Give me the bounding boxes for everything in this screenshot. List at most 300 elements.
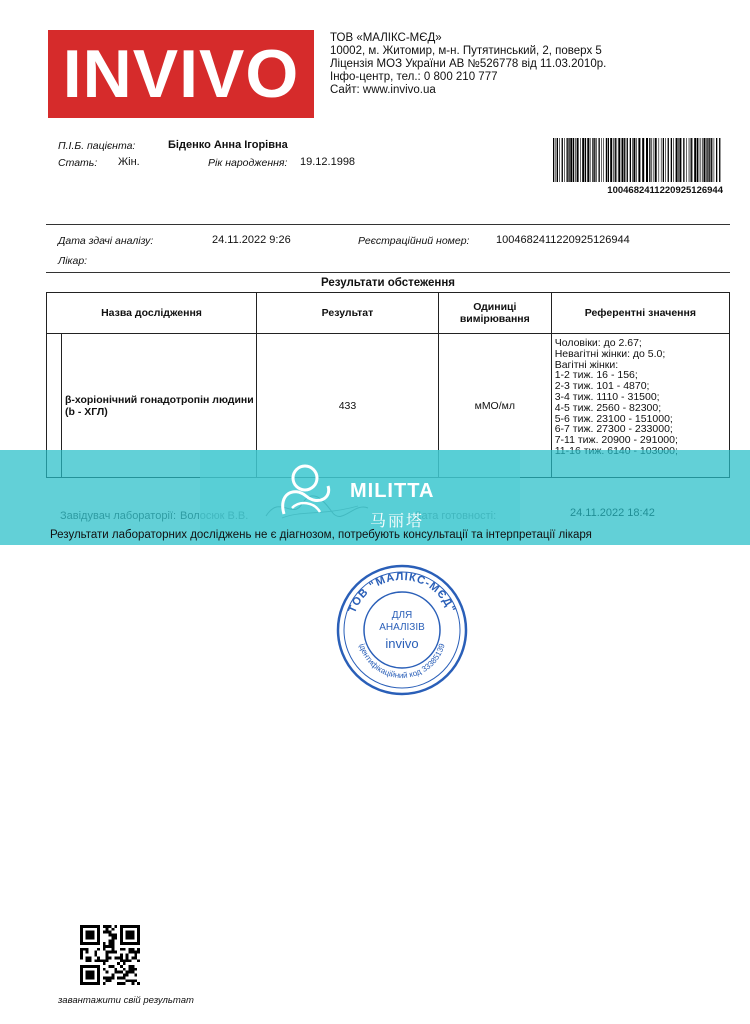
qr-module	[126, 925, 129, 928]
qr-module	[106, 979, 109, 982]
qr-module	[129, 942, 132, 945]
qr-module	[129, 951, 132, 954]
qr-module	[83, 965, 86, 968]
reference-line: 7-11 тиж. 20900 - 291000;	[554, 434, 678, 447]
qr-module	[83, 982, 86, 985]
qr-module	[86, 959, 89, 962]
barcode-bar	[575, 138, 576, 182]
qr-module	[89, 965, 92, 968]
qr-caption: завантажити свій результат	[58, 995, 194, 1006]
barcode-bar	[553, 138, 554, 182]
qr-module	[131, 925, 134, 928]
watermark-brand: MILITTA	[350, 480, 435, 502]
qr-module	[80, 971, 83, 974]
barcode-bar	[596, 138, 597, 182]
qr-module	[94, 951, 97, 954]
qr-module	[117, 962, 120, 965]
reference-line: 5-6 тиж. 23100 - 151000;	[554, 412, 673, 425]
qr-module	[106, 976, 109, 979]
barcode-bar	[706, 138, 707, 182]
barcode-bar	[557, 138, 558, 182]
barcode-bar	[665, 138, 666, 182]
qr-module	[137, 982, 140, 985]
qr-module	[111, 942, 114, 945]
qr-module	[80, 939, 83, 942]
stamp-line1: ДЛЯ	[391, 610, 413, 621]
qr-module	[123, 982, 126, 985]
barcode-bar	[676, 138, 678, 182]
barcode-bar	[603, 138, 604, 182]
qr-module	[126, 971, 129, 974]
barcode-bar	[573, 138, 574, 182]
qr-module	[97, 948, 100, 951]
qr-module	[134, 974, 137, 977]
qr-module	[89, 976, 92, 979]
barcode-bar	[562, 138, 563, 182]
qr-module	[114, 968, 117, 971]
qr-module	[137, 942, 140, 945]
qr-module	[120, 965, 123, 968]
qr-module	[109, 956, 112, 959]
qr-module	[134, 925, 137, 928]
qr-module	[86, 976, 89, 979]
qr-module	[126, 974, 129, 977]
qr-module	[80, 956, 83, 959]
qr-module	[123, 925, 126, 928]
qr-module	[137, 951, 140, 954]
qr-module	[137, 959, 140, 962]
qr-module	[80, 951, 83, 954]
qr-module	[106, 931, 109, 934]
reference-line: 1-2 тиж. 16 - 156;	[554, 369, 638, 382]
qr-module	[134, 968, 137, 971]
qr-module	[126, 979, 129, 982]
qr-module	[103, 968, 106, 971]
qr-module	[120, 959, 123, 962]
barcode-bar	[683, 138, 684, 182]
barcode-bar	[590, 138, 591, 182]
qr-module	[97, 976, 100, 979]
qr-module	[114, 951, 117, 954]
qr-module	[111, 945, 114, 948]
qr-module	[94, 965, 97, 968]
qr-module	[131, 979, 134, 982]
qr-module	[131, 936, 134, 939]
barcode-bar	[686, 138, 687, 182]
qr-module	[111, 936, 114, 939]
qr-module	[91, 934, 94, 937]
qr-module	[97, 974, 100, 977]
qr-module	[86, 942, 89, 945]
qr-module	[94, 982, 97, 985]
barcode-bar	[702, 138, 703, 182]
qr-module	[97, 925, 100, 928]
qr-module	[103, 976, 106, 979]
qr-module	[111, 939, 114, 942]
qr-module	[131, 965, 134, 968]
qr-module	[109, 925, 112, 928]
barcode-bar	[594, 138, 595, 182]
result-value: 433	[257, 334, 439, 478]
barcode-bar	[568, 138, 569, 182]
barcode-bar	[691, 138, 692, 182]
qr-module	[89, 959, 92, 962]
qr-module	[94, 954, 97, 957]
qr-module	[97, 934, 100, 937]
barcode-bar	[559, 138, 560, 182]
stamp-line3: invivo	[385, 636, 419, 651]
qr-module	[137, 934, 140, 937]
barcode-bar	[646, 138, 648, 182]
qr-module	[94, 925, 97, 928]
qr-module	[137, 928, 140, 931]
qr-module	[83, 925, 86, 928]
qr-module	[80, 979, 83, 982]
qr-module	[129, 965, 132, 968]
qr-module	[126, 954, 129, 957]
barcode-bar	[624, 138, 625, 182]
qr-module	[120, 982, 123, 985]
barcode-bar	[651, 138, 652, 182]
reference-line: 4-5 тиж. 2560 - 82300;	[554, 401, 662, 414]
test-name: β-хоріонічний гонадотропін людини (b - ХГЛ)	[65, 393, 254, 418]
barcode-bar	[592, 138, 593, 182]
column-header: Одиниці вимірювання	[438, 293, 551, 334]
divider	[46, 224, 730, 225]
barcode-bar	[582, 138, 584, 182]
qr-module	[106, 928, 109, 931]
barcode-bar	[632, 138, 633, 182]
qr-module	[134, 956, 137, 959]
qr-module	[137, 948, 140, 951]
reference-line: 2-3 тиж. 101 - 4870;	[554, 380, 650, 393]
qr-module	[129, 959, 132, 962]
reference-line: Невагітні жінки: до 5.0;	[554, 347, 666, 360]
qr-module	[109, 976, 112, 979]
barcode-bar	[678, 138, 679, 182]
divider	[46, 272, 730, 273]
qr-module	[129, 968, 132, 971]
barcode-bar	[673, 138, 674, 182]
qr-module	[97, 936, 100, 939]
qr-module	[97, 928, 100, 931]
qr-module	[131, 951, 134, 954]
qr-module	[131, 948, 134, 951]
qr-module	[103, 925, 106, 928]
barcode-bar	[556, 138, 557, 182]
qr-module	[111, 934, 114, 937]
barcode-bar	[704, 138, 706, 182]
qr-module	[91, 936, 94, 939]
qr-module	[97, 971, 100, 974]
qr-module	[106, 971, 109, 974]
barcode	[553, 138, 723, 182]
qr-module	[123, 962, 126, 965]
qr-module	[89, 942, 92, 945]
barcode-bar	[697, 138, 698, 182]
qr-module	[89, 925, 92, 928]
qr-module	[106, 945, 109, 948]
qr-module	[91, 965, 94, 968]
barcode-bar	[601, 138, 602, 182]
barcode-bar	[627, 138, 628, 182]
qr-module	[86, 982, 89, 985]
qr-module	[131, 968, 134, 971]
barcode-bar	[613, 138, 614, 182]
qr-module	[126, 959, 129, 962]
qr-module	[80, 948, 83, 951]
qr-module	[111, 951, 114, 954]
barcode-bar	[606, 138, 607, 182]
qr-module	[126, 956, 129, 959]
barcode-bar	[701, 138, 702, 182]
qr-module	[117, 982, 120, 985]
barcode-number: 1004682411220925126944	[607, 185, 723, 196]
invivo-logo: INVIVO	[48, 30, 314, 118]
qr-module	[91, 982, 94, 985]
qr-module	[89, 982, 92, 985]
barcode-bar	[679, 138, 681, 182]
qr-module	[80, 982, 83, 985]
disclaimer: Результати лабораторних досліджень не є діагнозом, потребують консультації та інтерпретації лікаря	[50, 529, 592, 541]
qr-module	[86, 956, 89, 959]
reference-line: Вагітні жінки:	[554, 358, 619, 371]
company-line: 10002, м. Житомир, м-н. Путятинський, 2, поверх 5	[330, 45, 602, 57]
qr-module	[126, 936, 129, 939]
qr-module	[91, 976, 94, 979]
qr-module	[123, 968, 126, 971]
qr-module	[129, 925, 132, 928]
qr-module	[97, 931, 100, 934]
qr-module	[80, 931, 83, 934]
qr-module	[80, 974, 83, 977]
qr-module	[86, 951, 89, 954]
qr-module	[137, 936, 140, 939]
reference-line: 3-4 тиж. 1110 - 31500;	[554, 390, 660, 403]
barcode-bar	[649, 138, 650, 182]
qr-module	[91, 925, 94, 928]
patient-name-label: П.І.Б. пацієнта:	[58, 140, 136, 152]
qr-module	[80, 925, 83, 928]
qr-module	[91, 971, 94, 974]
qr-module	[86, 934, 89, 937]
qr-module	[83, 942, 86, 945]
qr-module	[120, 948, 123, 951]
qr-module	[97, 965, 100, 968]
barcode-bar	[587, 138, 589, 182]
company-info	[330, 32, 606, 97]
qr-module	[120, 976, 123, 979]
barcode-bar	[694, 138, 696, 182]
qr-module	[120, 956, 123, 959]
sex-value: Жін.	[118, 156, 140, 168]
barcode-bar	[689, 138, 690, 182]
qr-module	[123, 959, 126, 962]
barcode-bar	[585, 138, 586, 182]
lab-stamp	[334, 562, 470, 698]
barcode-bar	[642, 138, 644, 182]
qr-module	[111, 974, 114, 977]
qr-module	[114, 925, 117, 928]
barcode-bar	[570, 138, 572, 182]
company-line: Інфо-центр, тел.: 0 800 210 777	[330, 71, 498, 83]
birth-value: 19.12.1998	[300, 156, 356, 168]
barcode-bar	[671, 138, 672, 182]
qr-module	[91, 931, 94, 934]
qr-module	[97, 942, 100, 945]
qr-module	[120, 931, 123, 934]
barcode-bar	[659, 138, 660, 182]
qr-module	[106, 956, 109, 959]
qr-module	[97, 956, 100, 959]
barcode-bar	[617, 138, 618, 182]
qr-module	[126, 931, 129, 934]
qr-module	[109, 979, 112, 982]
qr-module	[134, 979, 137, 982]
qr-module	[126, 934, 129, 937]
barcode-bar	[653, 138, 654, 182]
qr-module	[91, 974, 94, 977]
qr-module	[106, 925, 109, 928]
company-line: ТОВ «МАЛІКС-МЄД»	[330, 32, 442, 44]
stamp-line2: АНАЛІЗІВ	[379, 622, 425, 633]
qr-code[interactable]	[80, 925, 140, 985]
qr-module	[80, 936, 83, 939]
qr-module	[106, 959, 109, 962]
qr-module	[114, 934, 117, 937]
qr-module	[123, 942, 126, 945]
qr-module	[131, 971, 134, 974]
table-header-row	[47, 293, 730, 334]
qr-module	[80, 954, 83, 957]
qr-module	[91, 942, 94, 945]
qr-module	[129, 931, 132, 934]
doctor-label: Лікар:	[58, 255, 88, 267]
submit-date-label: Дата здачі аналізу:	[58, 235, 154, 247]
qr-module	[103, 959, 106, 962]
qr-module	[129, 948, 132, 951]
barcode-bar	[610, 138, 612, 182]
submit-date: 24.11.2022 9:26	[212, 234, 291, 246]
qr-module	[120, 925, 123, 928]
qr-module	[109, 951, 112, 954]
qr-module	[86, 936, 89, 939]
reference-line: Чоловіки: до 2.67;	[554, 337, 642, 349]
qr-module	[89, 934, 92, 937]
qr-module	[120, 942, 123, 945]
column-header: Референтні значення	[551, 293, 729, 334]
qr-module	[126, 942, 129, 945]
qr-module	[134, 942, 137, 945]
barcode-bar	[707, 138, 708, 182]
qr-module	[129, 979, 132, 982]
qr-module	[129, 936, 132, 939]
barcode-bar	[668, 138, 669, 182]
qr-module	[131, 982, 134, 985]
barcode-bar	[714, 138, 715, 182]
qr-module	[137, 931, 140, 934]
qr-module	[86, 931, 89, 934]
barcode-bar	[633, 138, 635, 182]
qr-module	[114, 936, 117, 939]
sex-label: Стать:	[58, 157, 98, 169]
watermark-brand-cn: 马丽塔	[370, 511, 425, 530]
column-header: Назва дослідження	[47, 293, 257, 334]
stamp-code-text: ідентифікаційний код 33385139	[357, 642, 447, 681]
barcode-bar	[709, 138, 710, 182]
barcode-bar	[699, 138, 700, 182]
qr-module	[103, 948, 106, 951]
qr-module	[106, 954, 109, 957]
qr-module	[97, 968, 100, 971]
qr-module	[109, 942, 112, 945]
qr-module	[109, 934, 112, 937]
qr-module	[103, 945, 106, 948]
qr-module	[120, 936, 123, 939]
qr-module	[86, 965, 89, 968]
qr-module	[97, 979, 100, 982]
qr-module	[86, 974, 89, 977]
qr-module	[80, 942, 83, 945]
qr-module	[129, 971, 132, 974]
patient-name: Біденко Анна Ігорівна	[168, 139, 288, 151]
qr-module	[129, 934, 132, 937]
barcode-bar	[567, 138, 568, 182]
barcode-bar	[615, 138, 616, 182]
qr-module	[94, 942, 97, 945]
qr-module	[137, 939, 140, 942]
qr-module	[109, 945, 112, 948]
barcode-bar	[711, 138, 712, 182]
barcode-bar	[716, 138, 717, 182]
qr-module	[109, 965, 112, 968]
qr-module	[111, 976, 114, 979]
results-title: Результати обстеження	[321, 277, 455, 289]
barcode-bar	[719, 138, 720, 182]
qr-module	[86, 925, 89, 928]
qr-module	[80, 968, 83, 971]
qr-module	[97, 959, 100, 962]
qr-module	[117, 976, 120, 979]
barcode-bar	[608, 138, 609, 182]
qr-module	[80, 976, 83, 979]
company-line: Ліцензія МОЗ України АВ №526778 від 11.03.2010р.	[330, 58, 607, 70]
qr-module	[106, 951, 109, 954]
qr-module	[100, 959, 103, 962]
qr-module	[83, 948, 86, 951]
qr-module	[123, 948, 126, 951]
qr-module	[120, 971, 123, 974]
qr-module	[103, 982, 106, 985]
barcode-bar	[638, 138, 640, 182]
qr-module	[80, 965, 83, 968]
qr-module	[103, 942, 106, 945]
barcode-bar	[690, 138, 691, 182]
reg-number: 1004682411220925126944	[496, 234, 630, 246]
qr-module	[123, 976, 126, 979]
militta-logo-icon	[270, 456, 340, 526]
company-line: Сайт: www.invivo.ua	[330, 84, 436, 96]
qr-module	[89, 974, 92, 977]
qr-module	[89, 936, 92, 939]
qr-module	[97, 982, 100, 985]
barcode-bar	[599, 138, 600, 182]
qr-module	[89, 971, 92, 974]
qr-module	[120, 928, 123, 931]
qr-module	[123, 974, 126, 977]
qr-module	[86, 971, 89, 974]
svg-text:ТОВ "МАЛІКС-МЄД"	[346, 571, 457, 615]
